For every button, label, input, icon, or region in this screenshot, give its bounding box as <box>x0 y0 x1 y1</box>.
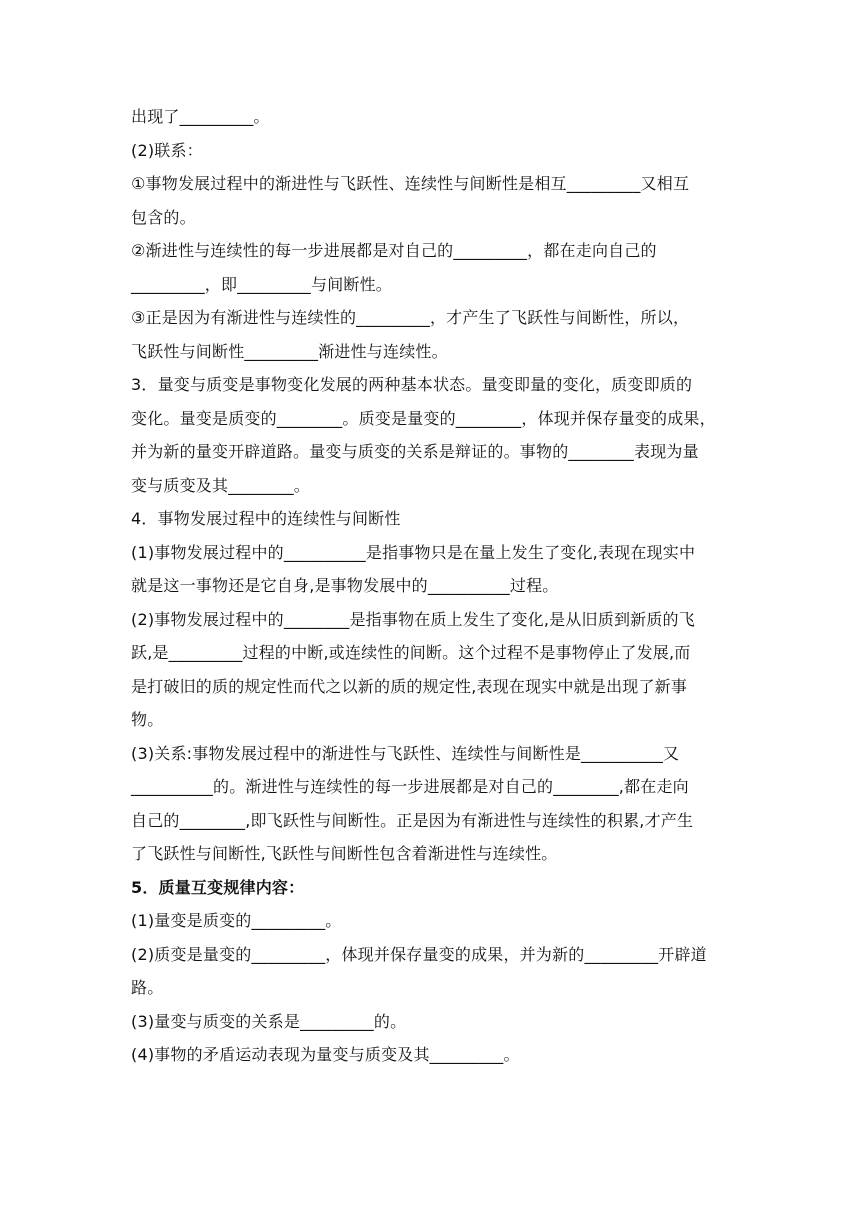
text-line: 飞跃性与间断性_________渐进性与连续性。 <box>131 341 448 361</box>
document-body <box>131 100 734 1072</box>
text-line: 了飞跃性与间断性,飞跃性与间断性包含着渐进性与连续性。 <box>131 844 558 863</box>
text-line: __________的。渐进性与连续性的每一步进展都是对自己的________,都在走向 <box>131 777 689 796</box>
text-line: (2)联系： <box>131 140 203 160</box>
text-line: 并为新的量变开辟道路。量变与质变的关系是辩证的。事物的________表现为量 <box>131 442 699 461</box>
text-line: 变化。量变是质变的________。质变是量变的________，体现并保存量变的成果， <box>131 408 716 428</box>
text-line: (1)量变是质变的_________。 <box>131 911 342 930</box>
text-line: 是打破旧的质的规定性而代之以新的质的规定性,表现在现实中就是出现了新事 <box>131 676 688 696</box>
text-line: (2)事物发展过程中的________是指事物在质上发生了变化,是从旧质到新质的飞 <box>131 609 695 629</box>
text-line: ①事物发展过程中的渐进性与飞跃性、连续性与间断性是相互_________又相互 <box>131 174 690 193</box>
section-heading: 5．质量互变规律内容： <box>131 877 305 897</box>
text-line: 物。 <box>131 710 164 729</box>
text-line: (4)事物的矛盾运动表现为量变与质变及其_________。 <box>131 1045 520 1064</box>
text-line: (1)事物发展过程中的__________是指事物只是在量上发生了变化,表现在现实中 <box>131 542 696 562</box>
text-line: 包含的。 <box>131 207 196 227</box>
text-line: 就是这一事物还是它自身,是事物发展中的__________过程。 <box>131 576 559 595</box>
text-line: 出现了_________。 <box>131 107 270 126</box>
text-line: 跃,是_________过程的中断,或连续性的间断。这个过程不是事物停止了发展,而 <box>131 643 691 662</box>
text-line: ②渐进性与连续性的每一步进展都是对自己的_________，都在走向自己的 <box>131 241 657 260</box>
text-line: (3)关系:事物发展过程中的渐进性与飞跃性、连续性与间断性是__________又 <box>131 743 680 763</box>
text-line: (3)量变与质变的关系是_________的。 <box>131 1011 407 1031</box>
text-line: 3．量变与质变是事物变化发展的两种基本状态。量变即量的变化，质变即质的 <box>131 375 693 394</box>
text-line: 路。 <box>131 978 164 997</box>
text-line: 变与质变及其________。 <box>131 475 311 495</box>
section-heading: 4．事物发展过程中的连续性与间断性 <box>131 509 401 528</box>
text-line: _________，即_________与间断性。 <box>131 274 393 294</box>
text-line: 自己的________,即飞跃性与间断性。正是因为有渐进性与连续性的积累,才产生 <box>131 810 694 830</box>
text-line: ③正是因为有渐进性与连续性的_________，才产生了飞跃性与间断性，所以， <box>131 308 690 327</box>
text-line: (2)质变是量变的_________，体现并保存量变的成果，并为新的_________开辟道 <box>131 944 707 964</box>
